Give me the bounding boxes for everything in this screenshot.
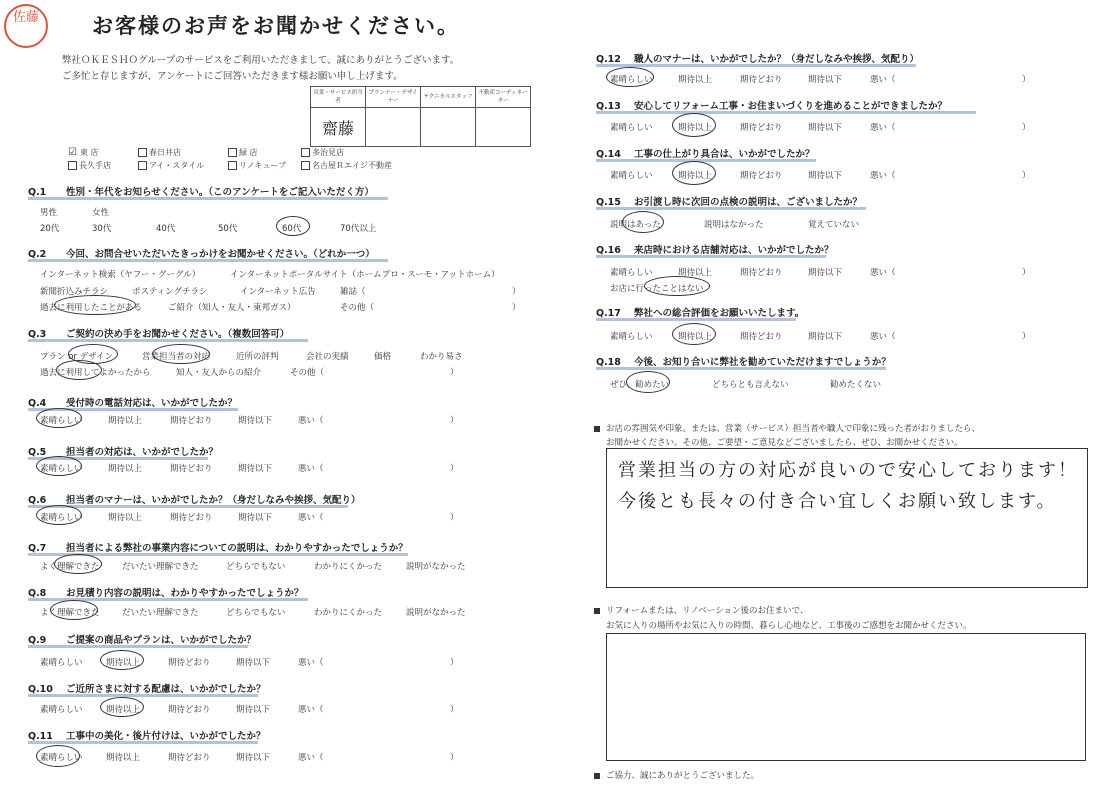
q13-paren-close: ） xyxy=(1022,123,1031,133)
q3-option-referral[interactable]: 知人・友人からの紹介 xyxy=(176,368,262,378)
q11-option-above[interactable]: 期待以上 xyxy=(106,753,141,763)
q17-option-expected[interactable]: 期待どおり xyxy=(740,332,783,342)
q15-option-not-explained[interactable]: 説明はなかった xyxy=(704,220,764,230)
question-q2: Q.2 今回、お問合せいただいたきっかけをお聞かせください。（どれか一つ） xyxy=(28,249,375,260)
q8-option-neutral[interactable]: どちらでもない xyxy=(226,608,286,618)
q4-paren-close: ） xyxy=(450,416,459,426)
staff-header-realestate: 不動産コーディネーター xyxy=(476,87,531,108)
checkbox-icon xyxy=(138,161,147,170)
q9-option-above[interactable]: 期待以上 xyxy=(106,658,141,668)
staff-table xyxy=(310,86,531,147)
q2-option-other[interactable]: その他（ xyxy=(340,303,375,313)
comment2-prompt-2: お気に入りの場所やお気に入りの時間、暮らし心地など、工事後のご感想をお聞かせください。 xyxy=(606,621,972,631)
q1-option-male[interactable]: 男性 xyxy=(40,208,58,218)
q4-option-excellent[interactable]: 素晴らしい xyxy=(40,416,83,426)
question-q13: Q.13 安心してリフォーム工事・お住まいづくりを進めることができましたか？ xyxy=(596,101,948,112)
question-q18: Q.18 今後、お知り合いに弊社を勧めていただけますでしょうか？ xyxy=(596,357,891,368)
answer-circle xyxy=(56,360,102,380)
q10-option-excellent[interactable]: 素晴らしい xyxy=(40,705,83,715)
q7-option-unclear[interactable]: わかりにくかった xyxy=(314,562,383,572)
q3-option-sales[interactable]: 営業担当者の対応 xyxy=(142,352,211,362)
question-q15: Q.15 お引渡し時に次回の点検の説明は、ございましたか？ xyxy=(596,197,863,208)
q13-option-bad[interactable]: 悪い（ xyxy=(870,123,896,133)
q8-option-unclear[interactable]: わかりにくかった xyxy=(314,608,383,618)
q14-option-bad[interactable]: 悪い（ xyxy=(870,171,896,181)
q12-option-bad[interactable]: 悪い（ xyxy=(870,75,896,85)
staff-signature: 齋藤 xyxy=(311,108,366,147)
answer-circle xyxy=(672,161,716,185)
q2-option-magazine[interactable]: 雑誌（ xyxy=(340,287,366,297)
checkbox-icon xyxy=(68,161,77,170)
q12-option-expected[interactable]: 期待どおり xyxy=(740,75,783,85)
q10-option-above[interactable]: 期待以上 xyxy=(106,705,141,715)
answer-circle xyxy=(672,323,716,345)
q6-paren-close: ） xyxy=(450,513,459,523)
comment2-answer-box[interactable] xyxy=(606,633,1086,761)
comment1-prompt-1: お店の雰囲気や印象。または、営業（サービス）担当者や職人で印象に残った者がおりましたら、 xyxy=(594,422,980,434)
answer-circle xyxy=(54,554,102,574)
q9-option-below[interactable]: 期待以下 xyxy=(236,658,271,668)
q17-option-excellent[interactable]: 素晴らしい xyxy=(610,332,653,342)
q14-option-excellent[interactable]: 素晴らしい xyxy=(610,171,653,181)
q16-option-never-visited[interactable]: お店に行ったことはない xyxy=(610,284,704,294)
q12-option-above[interactable]: 期待以上 xyxy=(678,75,713,85)
answer-circle xyxy=(606,67,654,87)
q5-option-expected[interactable]: 期待どおり xyxy=(170,464,213,474)
store-midori[interactable]: 緑 店 xyxy=(228,147,258,158)
staff-header-sales: 営業・サービス担当者 xyxy=(311,87,366,108)
q1-option-70s[interactable]: 70代以上 xyxy=(340,224,377,234)
q3-option-track-record[interactable]: 会社の実績 xyxy=(306,352,349,362)
q15-option-dont-remember[interactable]: 覚えていない xyxy=(808,220,860,230)
bullet-square-icon xyxy=(594,773,600,779)
q11-option-expected[interactable]: 期待どおり xyxy=(168,753,211,763)
question-q16: Q.16 来店時における店舗対応は、いかがでしたか？ xyxy=(596,245,834,256)
checkbox-icon xyxy=(228,148,237,157)
q1-option-20s[interactable]: 20代 xyxy=(40,224,60,234)
comment1-prompt-2: お聞かせください。その他、ご要望・ご意見などございましたら、ぜひ、お聞かせください。 xyxy=(606,438,963,448)
question-q7: Q.7 担当者による弊社の事業内容についての説明は、わかりやすかったでしょうか？ xyxy=(28,543,408,554)
answer-circle xyxy=(54,295,136,315)
q3-option-past-good[interactable]: 過去に利用してよかったから xyxy=(40,368,151,378)
q7-option-neutral[interactable]: どちらでもない xyxy=(226,562,286,572)
question-q10: Q.10 ご近所さまに対する配慮は、いかがでしたか？ xyxy=(28,684,266,695)
question-q17: Q.17 弊社への総合評価をお願いいたします。 xyxy=(596,308,805,319)
q2-paren-close: ） xyxy=(512,303,521,313)
question-q1: Q.1 性別・年代をお知らせください。（このアンケートをご記入いただく方） xyxy=(28,187,374,198)
q2-paren-close: ） xyxy=(512,287,521,297)
answer-circle xyxy=(626,371,670,393)
q5-option-excellent[interactable]: 素晴らしい xyxy=(40,464,83,474)
q5-option-bad[interactable]: 悪い（ xyxy=(298,464,324,474)
q16-option-excellent[interactable]: 素晴らしい xyxy=(610,268,653,278)
staff-cell-technical xyxy=(421,108,476,147)
thank-you-footer: ご協力、誠にありがとうございました。 xyxy=(594,769,759,781)
q2-option-newspaper[interactable]: 新聞折込みチラシ xyxy=(40,287,109,297)
q3-paren-close: ） xyxy=(450,368,459,378)
q3-option-plan[interactable]: プラン or デザイン xyxy=(40,352,114,362)
q3-option-reputation[interactable]: 近所の評判 xyxy=(236,352,279,362)
q9-option-excellent[interactable]: 素晴らしい xyxy=(40,658,83,668)
q10-option-bad[interactable]: 悪い（ xyxy=(298,705,324,715)
q2-option-referral[interactable]: ご紹介（知人・友人・東邦ガス） xyxy=(168,303,296,313)
answer-circle xyxy=(36,745,80,767)
q5-paren-close: ） xyxy=(450,464,459,474)
q7-option-mostly[interactable]: だいたい理解できた xyxy=(122,562,199,572)
intro-line-2: ご多忙と存じますが、アンケートにご回答いただきます様お願い申し上げます。 xyxy=(62,71,403,82)
answer-circle xyxy=(100,650,144,670)
q7-option-understood-well[interactable]: よく理解できた xyxy=(40,562,100,572)
answer-circle xyxy=(644,276,710,296)
q17-paren-close: ） xyxy=(1022,332,1031,342)
q10-option-below[interactable]: 期待以下 xyxy=(236,705,271,715)
q13-option-expected[interactable]: 期待どおり xyxy=(740,123,783,133)
q4-option-bad[interactable]: 悪い（ xyxy=(298,416,324,426)
q14-option-above[interactable]: 期待以上 xyxy=(678,171,713,181)
answer-circle xyxy=(36,505,82,525)
bullet-square-icon xyxy=(594,426,600,432)
store-nagakute[interactable]: 長久手店 xyxy=(68,160,111,171)
q6-option-below[interactable]: 期待以下 xyxy=(238,513,273,523)
question-q4: Q.4 受付時の電話対応は、いかがでしたか？ xyxy=(28,398,238,409)
q4-option-above[interactable]: 期待以上 xyxy=(108,416,143,426)
q2-option-web-ad[interactable]: インターネット広告 xyxy=(240,287,316,297)
q6-option-above[interactable]: 期待以上 xyxy=(108,513,143,523)
q14-option-expected[interactable]: 期待どおり xyxy=(740,171,783,181)
q8-option-understood-well[interactable]: よく理解できた xyxy=(40,608,100,618)
intro-line-1: 弊社ＯＫＥＳＨＯグループのサービスをご利用いただきまして、誠にありがとうございます。 xyxy=(62,55,460,66)
q12-option-excellent[interactable]: 素晴らしい xyxy=(610,75,653,85)
q16-option-expected[interactable]: 期待どおり xyxy=(740,268,783,278)
q14-paren-close: ） xyxy=(1022,171,1031,181)
comment1-handwriting-1: 営業担当の方の対応が良いので安心しております！ xyxy=(618,460,1078,481)
store-renocube[interactable]: リノキューブ xyxy=(228,160,286,171)
q1-option-60s[interactable]: 60代 xyxy=(282,224,302,234)
staff-header-technical: テクニカルスタッフ xyxy=(421,87,476,108)
q18-option-would-not[interactable]: 勧めたくない xyxy=(830,380,882,390)
q1-option-50s[interactable]: 50代 xyxy=(218,224,238,234)
q17-option-above[interactable]: 期待以上 xyxy=(678,332,713,342)
name-stamp: 佐藤 xyxy=(4,4,48,48)
q16-option-below[interactable]: 期待以下 xyxy=(808,268,843,278)
q11-option-bad[interactable]: 悪い（ xyxy=(298,753,324,763)
question-q3: Q.3 ご契約の決め手をお聞かせください。（複数回答可） xyxy=(28,329,290,340)
question-q6: Q.6 担当者のマナーは、いかがでしたか？（身だしなみや挨拶、気配り） xyxy=(28,495,361,506)
q16-option-bad[interactable]: 悪い（ xyxy=(870,268,896,278)
q6-option-excellent[interactable]: 素晴らしい xyxy=(40,513,83,523)
q8-option-no-explanation[interactable]: 説明がなかった xyxy=(406,608,466,618)
q16-option-above[interactable]: 期待以上 xyxy=(678,268,713,278)
q3-option-clarity[interactable]: わかり易さ xyxy=(420,352,463,362)
store-higashi[interactable]: ☑ 東 店 xyxy=(68,147,99,158)
checked-box-icon: ☑ xyxy=(68,147,77,158)
q16-paren-close: ） xyxy=(1022,268,1031,278)
answer-circle xyxy=(152,344,210,364)
answer-circle xyxy=(36,456,82,476)
q5-option-below[interactable]: 期待以下 xyxy=(238,464,273,474)
store-tajimi[interactable]: 多治見店 xyxy=(301,147,344,158)
q9-option-bad[interactable]: 悪い（ xyxy=(298,658,324,668)
q15-option-explained[interactable]: 説明はあった xyxy=(610,220,661,230)
survey-title: お客様のお声をお聞かせください。 xyxy=(92,14,460,38)
q4-option-below[interactable]: 期待以下 xyxy=(238,416,273,426)
staff-header-planner: プランナー・デザイナー xyxy=(366,87,421,108)
answer-circle xyxy=(100,697,144,717)
q14-option-below[interactable]: 期待以下 xyxy=(808,171,843,181)
q17-option-below[interactable]: 期待以下 xyxy=(808,332,843,342)
q1-option-30s[interactable]: 30代 xyxy=(92,224,112,234)
q13-option-above[interactable]: 期待以上 xyxy=(678,123,713,133)
q6-option-bad[interactable]: 悪い（ xyxy=(298,513,324,523)
staff-cell-planner xyxy=(366,108,421,147)
store-istyle[interactable]: アイ・スタイル xyxy=(138,160,204,171)
q6-option-expected[interactable]: 期待どおり xyxy=(170,513,213,523)
q4-option-expected[interactable]: 期待どおり xyxy=(170,416,213,426)
q10-option-expected[interactable]: 期待どおり xyxy=(168,705,211,715)
question-q5: Q.5 担当者の対応は、いかがでしたか？ xyxy=(28,447,219,458)
checkbox-icon xyxy=(301,148,310,157)
q11-paren-close: ） xyxy=(450,753,459,763)
question-q12: Q.12 職人のマナーは、いかがでしたか？（身だしなみや挨拶、気配り） xyxy=(596,54,920,65)
question-q9: Q.9 ご提案の商品やプランは、いかがでしたか？ xyxy=(28,635,257,646)
q13-option-excellent[interactable]: 素晴らしい xyxy=(610,123,653,133)
q3-option-price[interactable]: 価格 xyxy=(374,352,392,362)
q8-option-mostly[interactable]: だいたい理解できた xyxy=(122,608,199,618)
q11-option-excellent[interactable]: 素晴らしい xyxy=(40,753,83,763)
q2-option-posting[interactable]: ポスティングチラシ xyxy=(132,287,208,297)
comment1-handwriting-2: 今後とも長々の付き合い宜しくお願い致します。 xyxy=(618,491,1057,512)
q12-paren-close: ） xyxy=(1022,75,1031,85)
q1-option-40s[interactable]: 40代 xyxy=(156,224,176,234)
question-q11: Q.11 工事中の美化・後片付けは、いかがでしたか？ xyxy=(28,731,266,742)
q3-option-other[interactable]: その他（ xyxy=(290,368,325,378)
q2-option-portal[interactable]: インターネットポータルサイト（ホームプロ・スーモ・アットホーム） xyxy=(230,270,500,280)
q7-option-no-explanation[interactable]: 説明がなかった xyxy=(406,562,466,572)
store-nagoya-rage[interactable]: 名古屋Ｒエイジ不動産 xyxy=(301,160,392,171)
comment2-prompt-1: リフォームまたは、リノベーション後のお住まいで、 xyxy=(594,604,808,616)
q11-option-below[interactable]: 期待以下 xyxy=(236,753,271,763)
q17-option-bad[interactable]: 悪い（ xyxy=(870,332,896,342)
q5-option-above[interactable]: 期待以上 xyxy=(108,464,143,474)
q9-option-expected[interactable]: 期待どおり xyxy=(168,658,211,668)
q12-option-below[interactable]: 期待以下 xyxy=(808,75,843,85)
answer-circle xyxy=(50,600,98,620)
staff-cell-realestate xyxy=(476,108,531,147)
q9-paren-close: ） xyxy=(450,658,459,668)
q2-option-search[interactable]: インターネット検索（ヤフー・グーグル） xyxy=(40,270,201,280)
answer-circle xyxy=(672,113,716,137)
checkbox-icon xyxy=(301,161,310,170)
q18-option-definitely[interactable]: ぜひ、勧めたい xyxy=(610,380,670,390)
answer-circle xyxy=(622,211,664,233)
bullet-square-icon xyxy=(594,608,600,614)
q13-option-below[interactable]: 期待以下 xyxy=(808,123,843,133)
store-kasugai[interactable]: 春日井店 xyxy=(138,147,181,158)
q1-option-female[interactable]: 女性 xyxy=(92,208,110,218)
q2-option-past-use[interactable]: 過去に利用したことがある xyxy=(40,303,143,313)
checkbox-icon xyxy=(228,161,237,170)
q10-paren-close: ） xyxy=(450,705,459,715)
question-q8: Q.8 お見積り内容の説明は、わかりやすかったでしょうか？ xyxy=(28,588,304,599)
checkbox-icon xyxy=(138,148,147,157)
answer-circle xyxy=(36,408,82,428)
answer-circle xyxy=(276,216,310,236)
q18-option-undecided[interactable]: どちらとも言えない xyxy=(712,380,789,390)
question-q14: Q.14 工事の仕上がり具合は、いかがでしたか？ xyxy=(596,149,815,160)
